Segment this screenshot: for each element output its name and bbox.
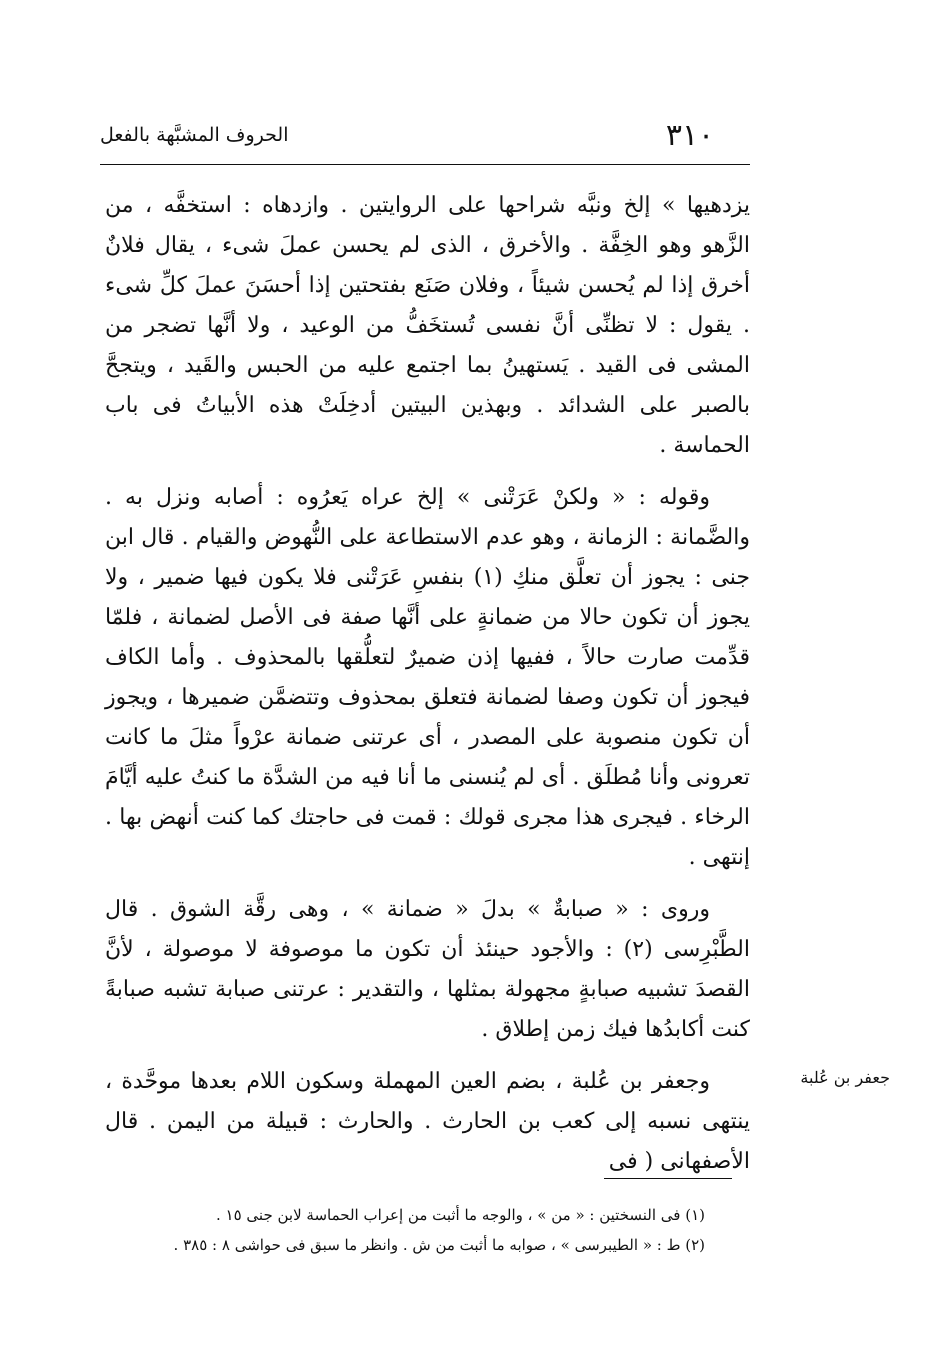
footnote: (٢) ط : « الطيبرسى » ، صوابه ما أثبت من ش . وانظر ما سبق فى حواشى ٨ : ٣٨٥ . xyxy=(173,1236,705,1254)
footnotes xyxy=(105,1200,705,1260)
main-text xyxy=(105,186,750,1182)
footnote-rule xyxy=(604,1178,732,1179)
page-number: ٣١٠ xyxy=(665,118,715,153)
running-title: الحروف المشبَّهة بالفعل xyxy=(100,124,289,146)
paragraph: وجعفر بن عُلبة ، بضم العين المهملة وسكون اللام بعدها موحَّدة ، ينتهى نسبه إلى كعب بن الحارث . والحارث : قبيلة من اليمن . قال الأصفهانى ( فى xyxy=(105,1069,750,1174)
paragraph: وروى : « صبابةٌ » بدلَ « ضمانة » ، وهى رقَّة الشوق . قال الطَّبْرِسى (٢) : والأجود حينئذ أن تكون ما موصوفة لا موصولة ، لأنَّ القصدَ تشبيه صبابةٍ مجهولة بمثلها ، والتقدير : عرتنى صبابة تشبه صبابةً كنت أكابدُها فيك زمن إطلاق . xyxy=(105,897,750,1042)
margin-note: جعفر بن عُلبة xyxy=(800,1068,890,1087)
paragraph: وقوله : « ولكنْ عَرَتْنى » إلخ عراه يَعرُوه : أصابه ونزل به . والضَّمانة : الزمانة ، وهو عدم الاستطاعة على النُّهوض والقيام . قال ابن جنى : يجوز أن تعلَّق منكِ (١) بنفسِ عَرَتْنى فلا يكون فيها ضمير ، ولا يجوز أن تكون حالا من ضمانةٍ على أنَّها صفة فى الأصل لضمانة ، فلمّا قدِّمت صارت حالاً ، ففيها إذن ضميرٌ لتعلُّقها بالمحذوف . وأما الكاف فيجوز أن تكون وصفا لضمانة فتعلق بمحذوف وتتضمَّن ضميرها ، ويجوز أن تكون منصوبة على المصدر ، أى عرتنى ضمانة عرْواً مثلَ ما كانت تعرونى وأنا مُطلَق . أى لم يُنسنى ما أنا فيه من الشدَّة ما كنتُ عليه أيَّامَ الرخاء . فيجرى هذا مجرى قولك : قمت فى حاجتك كما كنت أنهض بها . إنتهى . xyxy=(105,485,750,870)
header-rule xyxy=(100,164,750,165)
footnote: (١) فى النسختين : « من » ، والوجه ما أثبت من إعراب الحماسة لابن جنى ١٥ . xyxy=(215,1206,705,1224)
paragraph: يزدهيها » إلخ ونبَّه شراحها على الروايتين . وازدهاه : استخفَّه ، من الزَّهو وهو الخِفَّة . والأخرق ، الذى لم يحسن عملَ شىء ، يقال فلانٌ أخرق إذا لم يُحسن شيئاً ، وفلان صَنَع بفتحتين إذا أحسَنَ عملَ كلِّ شىء . يقول : لا تظنِّى أنَّ نفسى تُستخَفُّ من الوعيد ، ولا أنَّها تضجر من المشى فى القيد . يَستهينُ بما اجتمع عليه من الحبس والقَيد ، ويتجحَّ بالصبر على الشدائد . وبهذين البيتين أدخِلَتْ هذه الأبياتُ فى باب الحماسة . xyxy=(105,193,750,458)
